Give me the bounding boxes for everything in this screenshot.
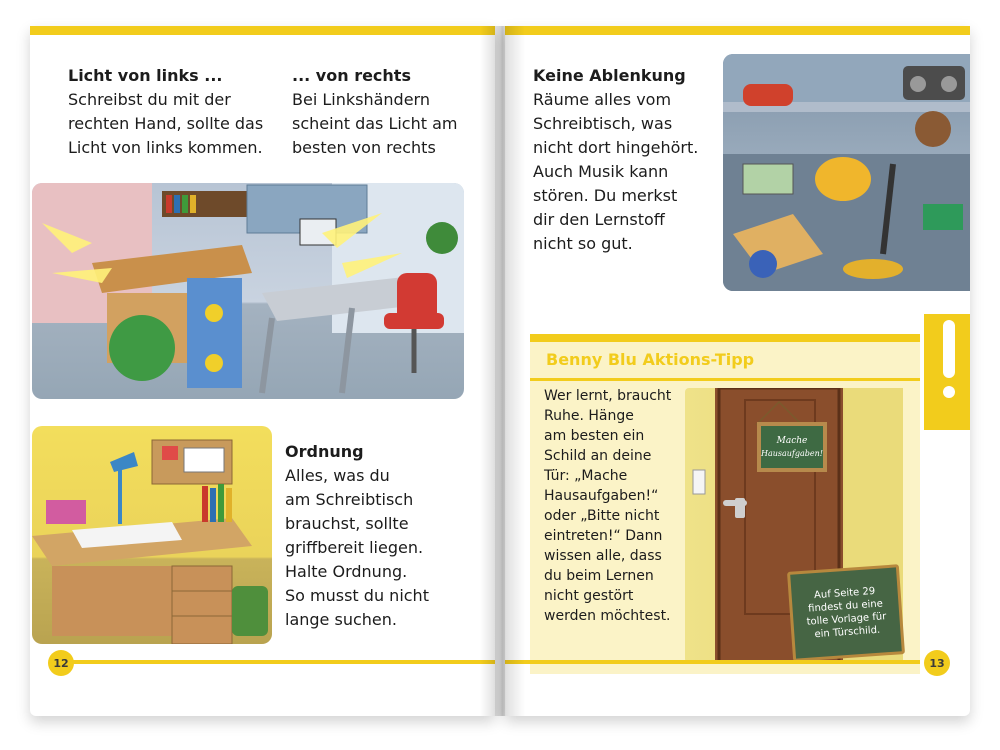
- ordnung-line: So musst du nicht: [285, 586, 429, 605]
- ablenkung-line: nicht dort hingehört.: [533, 138, 699, 157]
- ablenkung-line: stören. Du merkst: [533, 186, 678, 205]
- tip-line: Hausaufgaben!“: [544, 488, 659, 504]
- page-number-right: 13: [924, 650, 950, 676]
- door-sign-text: Hausaufgaben!: [761, 449, 823, 458]
- ablenkung-title: Keine Ablenkung: [533, 66, 686, 85]
- ordnung-line: Alles, was du: [285, 466, 390, 485]
- right-top-rule: [505, 26, 970, 35]
- left-top-rule: [30, 26, 495, 35]
- tip-text: [544, 386, 694, 626]
- exclamation-dot: [943, 386, 955, 398]
- chalkboard-note: Auf Seite 29 findest du eine tolle Vorlage für ein Türschild.: [787, 564, 905, 662]
- tip-top-bar: [530, 334, 920, 342]
- two-desks-illustration: [32, 183, 464, 399]
- left-bottom-rule: [60, 660, 495, 664]
- light-right-line: scheint das Licht am: [292, 114, 458, 133]
- light-left-line: Schreibst du mit der: [68, 90, 231, 109]
- tip-line: Schild an deine: [544, 448, 652, 464]
- tip-line: Ruhe. Hänge: [544, 408, 634, 424]
- tip-title: Benny Blu Aktions-Tipp: [546, 350, 755, 369]
- light-left-section: [68, 64, 283, 160]
- light-left-line: rechten Hand, sollte das: [68, 114, 264, 133]
- light-right-title: ... von rechts: [292, 66, 411, 85]
- ordnung-line: griffbereit liegen.: [285, 538, 424, 557]
- tip-line: Tür: „Mache: [544, 468, 628, 484]
- ordnung-line: brauchst, sollte: [285, 514, 409, 533]
- tip-line: oder „Bitte nicht: [544, 508, 660, 524]
- tip-line: am besten ein: [544, 428, 645, 444]
- ablenkung-section: [533, 64, 723, 256]
- messy-desk-illustration: [723, 54, 970, 291]
- tip-line: nicht gestört: [544, 588, 634, 604]
- tidy-desk-illustration: [32, 426, 272, 644]
- light-left-title: Licht von links ...: [68, 66, 223, 85]
- light-right-line: Bei Linkshändern: [292, 90, 430, 109]
- exclamation-bar: [943, 320, 955, 378]
- ordnung-section: [285, 440, 485, 632]
- right-page: [505, 26, 970, 716]
- tip-divider: [530, 378, 920, 381]
- ablenkung-line: Schreibtisch, was: [533, 114, 673, 133]
- ablenkung-line: nicht so gut.: [533, 234, 633, 253]
- tip-line: eintreten!“ Dann: [544, 528, 663, 544]
- door-sign-text: Mache: [776, 436, 808, 446]
- page-number-left: 12: [48, 650, 74, 676]
- tip-line: werden möchtest.: [544, 608, 671, 624]
- exclamation-icon: [924, 314, 970, 430]
- ordnung-line: lange suchen.: [285, 610, 397, 629]
- right-bottom-rule: [505, 660, 920, 664]
- left-page: [30, 26, 495, 716]
- ordnung-line: Halte Ordnung.: [285, 562, 408, 581]
- light-right-line: besten von rechts: [292, 138, 436, 157]
- ordnung-title: Ordnung: [285, 442, 364, 461]
- tip-line: wissen alle, dass: [544, 548, 662, 564]
- ablenkung-line: dir den Lernstoff: [533, 210, 665, 229]
- tip-line: Wer lernt, braucht: [544, 388, 672, 404]
- tip-line: du beim Lernen: [544, 568, 654, 584]
- ablenkung-line: Räume alles vom: [533, 90, 672, 109]
- light-left-line: Licht von links kommen.: [68, 138, 263, 157]
- ablenkung-line: Auch Musik kann: [533, 162, 669, 181]
- light-right-section: [292, 64, 492, 160]
- ordnung-line: am Schreibtisch: [285, 490, 414, 509]
